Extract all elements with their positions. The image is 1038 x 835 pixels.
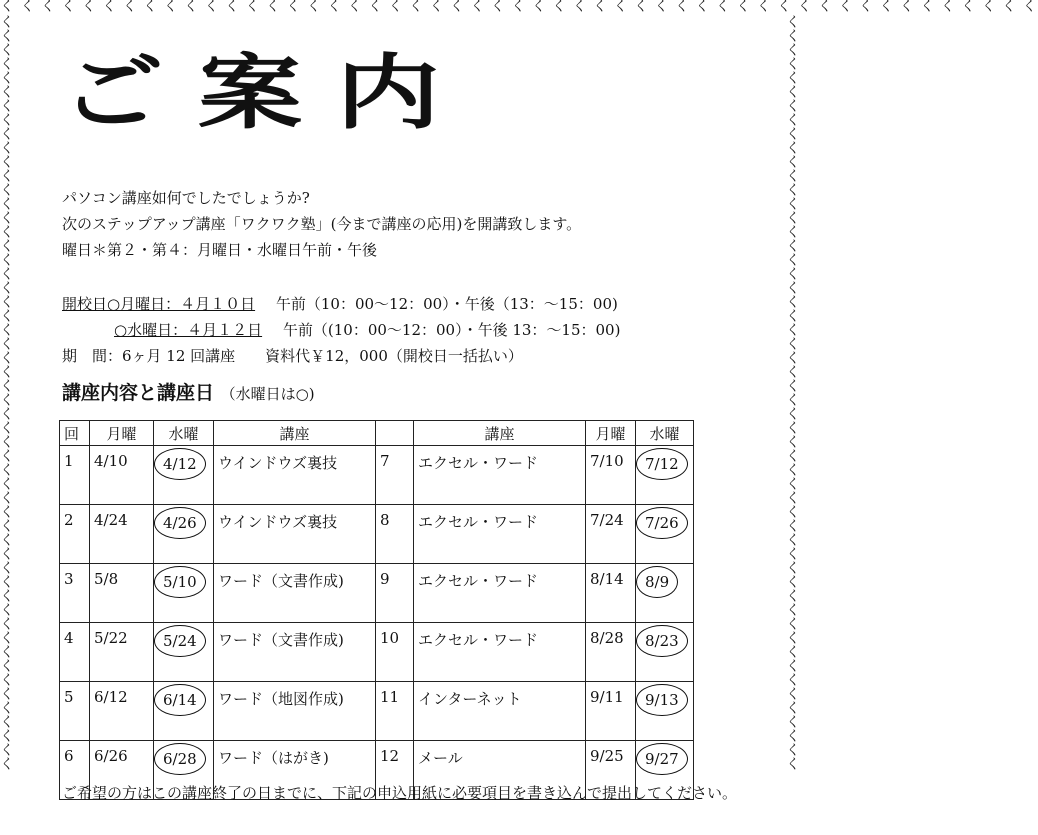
cell-monday-2: 9/25 — [586, 741, 636, 800]
cell-wednesday — [154, 682, 214, 741]
circled-date: 6/28 — [154, 743, 206, 775]
wednesday-label: ○水曜日：４月１２日 — [114, 321, 263, 339]
cell-wednesday — [154, 446, 214, 505]
cell-course-2: エクセル・ワード — [414, 505, 586, 564]
cell-monday: 5/8 — [90, 564, 154, 623]
intro-line-2: 次のステップアップ講座「ワクワク塾」(今まで講座の応用)を開講致します。 — [62, 215, 582, 233]
footer-note: ご希望の方はこの講座終了の日までに、下記の申込用紙に必要項目を書き込んで提出してください。 — [62, 784, 738, 802]
cell-course: ワード（文書作成) — [214, 564, 376, 623]
table-row — [60, 682, 694, 741]
header-course: 講座 — [214, 421, 376, 446]
intro-line-1: パソコン講座如何でしたでしょうか? — [62, 189, 310, 207]
cell-no-2: 7 — [376, 446, 414, 505]
circled-date: 5/10 — [154, 566, 206, 598]
table-row — [60, 446, 694, 505]
table-row — [60, 505, 694, 564]
cell-wednesday-2 — [636, 623, 694, 682]
monday-label: 開校日○月曜日：４月１０日 — [62, 295, 256, 313]
cell-course: ワード（文書作成) — [214, 623, 376, 682]
cell-monday-2: 9/11 — [586, 682, 636, 741]
cell-course: ウインドウズ裏技 — [214, 446, 376, 505]
cell-no-2: 9 — [376, 564, 414, 623]
cell-course-2: エクセル・ワード — [414, 446, 586, 505]
cell-course-2: エクセル・ワード — [414, 564, 586, 623]
header-wednesday: 水曜 — [154, 421, 214, 446]
circled-date: 4/12 — [154, 448, 206, 480]
decorative-border-left: くくくくくくくくくくくくくくくくくくくくくくくくくくくくくくくくくくくくくくくくくくくくくくくくくくくくくく — [0, 15, 14, 773]
decorative-border-top: く く く く く く く く く く く く く く く く く く く く く く く く く く く く く く く く く く く く く く く く く く く く く く く く く く く — [0, 0, 1038, 15]
header-wednesday-2: 水曜 — [636, 421, 694, 446]
cell-course: ウインドウズ裏技 — [214, 505, 376, 564]
cell-monday: 4/10 — [90, 446, 154, 505]
cell-wednesday-2 — [636, 505, 694, 564]
table-row — [60, 623, 694, 682]
decorative-border-right: くくくくくくくくくくくくくくくくくくくくくくくくくくくくくくくくくくくくくくくくくくくくくくくくくくくくくく — [786, 15, 800, 773]
cell-no: 1 — [60, 446, 90, 505]
page-title: ご案内 — [60, 45, 475, 141]
cell-wednesday-2 — [636, 446, 694, 505]
cell-no-2: 8 — [376, 505, 414, 564]
cell-monday-2: 8/14 — [586, 564, 636, 623]
header-monday-2: 月曜 — [586, 421, 636, 446]
period-line: 期 間：6ヶ月 12 回講座 資料代￥12，000（開校日一括払い） — [62, 347, 523, 365]
cell-no: 6 — [60, 741, 90, 800]
circled-date: 5/24 — [154, 625, 206, 657]
circled-date: 7/26 — [636, 507, 688, 539]
header-kai: 回 — [60, 421, 90, 446]
section-note: （水曜日は○) — [220, 385, 315, 403]
cell-monday-2: 7/10 — [586, 446, 636, 505]
header-course-2: 講座 — [414, 421, 586, 446]
cell-monday: 6/26 — [90, 741, 154, 800]
header-blank — [376, 421, 414, 446]
cell-wednesday-2 — [636, 682, 694, 741]
wednesday-times: 午前（(10：00〜12：00）・午後 13：〜15：00) — [282, 321, 621, 339]
table-header-row — [60, 421, 694, 446]
circled-date: 7/12 — [636, 448, 688, 480]
header-monday: 月曜 — [90, 421, 154, 446]
cell-no: 3 — [60, 564, 90, 623]
circled-date: 6/14 — [154, 684, 206, 716]
course-table — [59, 420, 694, 800]
cell-monday-2: 8/28 — [586, 623, 636, 682]
cell-course: ワード（はがき) — [214, 741, 376, 800]
cell-no-2: 12 — [376, 741, 414, 800]
section-title-text: 講座内容と講座日 — [62, 382, 215, 404]
cell-course-2: インターネット — [414, 682, 586, 741]
cell-monday: 4/24 — [90, 505, 154, 564]
intro-line-3: 曜日＊第２・第４：月曜日・水曜日午前・午後 — [62, 241, 378, 259]
cell-wednesday — [154, 564, 214, 623]
cell-no: 4 — [60, 623, 90, 682]
cell-wednesday-2 — [636, 564, 694, 623]
cell-no: 2 — [60, 505, 90, 564]
cell-wednesday — [154, 623, 214, 682]
cell-no: 5 — [60, 682, 90, 741]
cell-course-2: メール — [414, 741, 586, 800]
monday-times: 午前（10：00〜12：00）・午後（13：〜15：00) — [275, 295, 618, 313]
cell-monday-2: 7/24 — [586, 505, 636, 564]
circled-date: 9/13 — [636, 684, 688, 716]
cell-wednesday — [154, 505, 214, 564]
cell-course-2: エクセル・ワード — [414, 623, 586, 682]
monday-schedule — [62, 294, 618, 314]
table-row — [60, 564, 694, 623]
section-title — [62, 378, 315, 405]
wednesday-schedule — [114, 320, 620, 340]
circled-date: 8/23 — [636, 625, 688, 657]
circled-date: 4/26 — [154, 507, 206, 539]
cell-monday: 6/12 — [90, 682, 154, 741]
cell-no-2: 11 — [376, 682, 414, 741]
cell-no-2: 10 — [376, 623, 414, 682]
circled-date: 9/27 — [636, 743, 688, 775]
circled-date: 8/9 — [636, 566, 678, 598]
cell-course: ワード（地図作成) — [214, 682, 376, 741]
cell-monday: 5/22 — [90, 623, 154, 682]
